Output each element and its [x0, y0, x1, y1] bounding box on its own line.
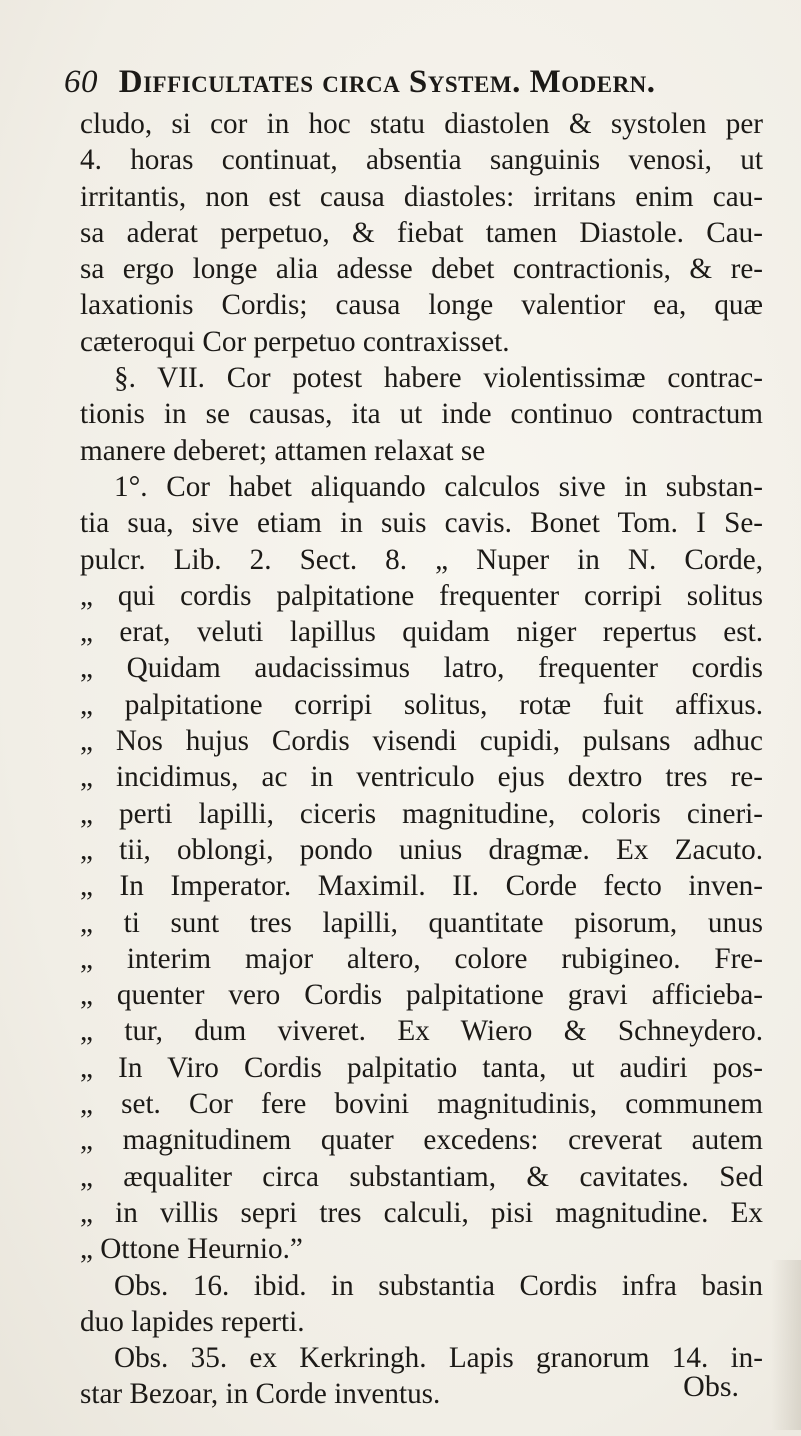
- text-line: „ tii, oblongi, pondo unius dragmæ. Ex Zacuto.: [80, 833, 763, 866]
- text-line: „ tur, dum viveret. Ex Wiero & Schneydero.: [80, 1015, 763, 1048]
- text-line: „ set. Cor fere bovini magnitudinis, communem: [80, 1088, 763, 1121]
- text-line: cæteroqui Cor perpetuo contraxisset.: [80, 325, 510, 358]
- text-line: „ erat, veluti lapillus quidam niger repertus est.: [80, 616, 763, 649]
- text-line: pulcr. Lib. 2. Sect. 8. „ Nuper in N. Corde,: [80, 543, 763, 576]
- text-line: „ Ottone Heurnio.”: [80, 1233, 303, 1266]
- text-line: „ qui cordis palpitatione frequenter corripi solitus: [80, 579, 763, 612]
- catchword: Obs.: [683, 1370, 739, 1403]
- text-line: „ æqualiter circa substantiam, & cavitates. Sed: [80, 1160, 763, 1193]
- text-line: §. VII. Cor potest habere violentissimæ contrac-: [114, 362, 763, 395]
- text-line: „ perti lapilli, ciceris magnitudine, coloris cineri-: [80, 797, 763, 830]
- text-line: „ incidimus, ac in ventriculo ejus dextro tres re-: [80, 761, 763, 794]
- text-line: „ quenter vero Cordis palpitatione gravi afficieba-: [80, 979, 763, 1012]
- text-line: tionis in se causas, ita ut inde continuo contractum: [80, 398, 763, 431]
- text-line: „ Quidam audacissimus latro, frequenter cordis: [80, 652, 763, 685]
- running-title: Difficultates circa System. Modern.: [118, 64, 656, 100]
- text-line: „ interim major altero, colore rubigineo. Fre-: [80, 942, 763, 975]
- text-line: „ In Viro Cordis palpitatio tanta, ut audiri pos-: [80, 1051, 763, 1084]
- text-line: star Bezoar, in Corde inventus.: [80, 1378, 441, 1411]
- text-line: sa aderat perpetuo, & fiebat tamen Diastole. Cau-: [80, 216, 763, 249]
- text-line: 4. horas continuat, absentia sanguinis venosi, ut: [80, 144, 763, 177]
- text-line: „ ti sunt tres lapilli, quantitate pisorum, unus: [80, 906, 763, 939]
- text-line: „ In Imperator. Maximil. II. Corde fecto inven-: [80, 870, 763, 903]
- page-number: 60: [64, 64, 98, 100]
- text-line: manere deberet; attamen relaxat se: [80, 434, 486, 467]
- text-line: sa ergo longe alia adesse debet contractionis, & re-: [80, 253, 763, 286]
- page-edge-shadow: [771, 1260, 801, 1430]
- text-line: Obs. 16. ibid. in substantia Cordis infra basin: [114, 1269, 763, 1302]
- text-line: „ Nos hujus Cordis visendi cupidi, pulsans adhuc: [80, 725, 763, 758]
- text-line: „ magnitudinem quater excedens: creverat autem: [80, 1124, 763, 1157]
- running-head: [64, 62, 761, 102]
- text-line: duo lapides reperti.: [80, 1305, 305, 1338]
- text-line: „ palpitatione corripi solitus, rotæ fuit affixus.: [80, 688, 763, 721]
- text-line: Obs. 35. ex Kerkringh. Lapis granorum 14. in-: [114, 1342, 763, 1375]
- text-line: 1°. Cor habet aliquando calculos sive in substan-: [114, 470, 763, 503]
- text-line: irritantis, non est causa diastoles: irritans enim cau-: [80, 180, 763, 213]
- text-line: cludo, si cor in hoc statu diastolen & systolen per: [80, 108, 763, 140]
- text-line: laxationis Cordis; causa longe valentior ea, quæ: [80, 289, 763, 322]
- text-line: tia sua, sive etiam in suis cavis. Bonet Tom. I Se-: [80, 507, 763, 540]
- text-line: „ in villis sepri tres calculi, pisi magnitudine. Ex: [80, 1196, 763, 1229]
- body-text: [80, 106, 763, 1413]
